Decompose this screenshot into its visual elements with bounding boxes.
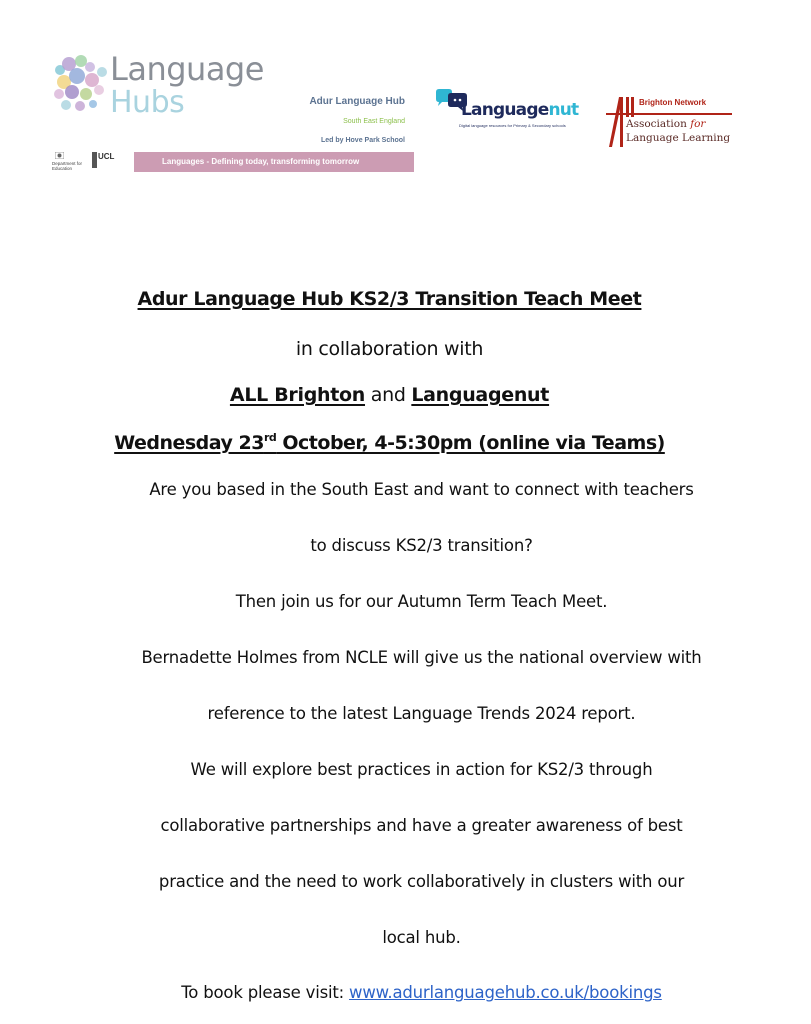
body-line-5: reference to the latest Language Trends 2024 report. [207,704,636,723]
body-line-6: We will explore best practices in action for KS2/3 through [190,760,653,779]
booking-prefix: To book please visit: [181,983,350,1002]
hub-region: South East England [343,118,405,125]
dfe-crest-icon [55,152,64,159]
event-title: Adur Language Hub KS2/3 Transition Teach Meet [137,288,642,310]
dfe-label: Department for Education [52,161,83,171]
all-assoc-pre: Association [626,118,691,130]
language-hubs-logo-word1: Language [110,50,264,88]
all-network-label: Brighton Network [639,98,707,107]
all-assoc-line2: Language Learning [626,132,731,144]
date-sup: rd [263,431,277,444]
partners-line [0,384,795,406]
date-post: October, 4-5:30pm (online via Teams) [276,432,665,454]
body-line-7: collaborative partnerships and have a greater awareness of best [160,816,683,835]
body-line-1: Are you based in the South East and want to connect with teachers [149,480,694,499]
language-hubs-logo-word2: Hubs [110,85,185,120]
all-assoc-for: for [690,118,706,130]
languagenut-logo-word [461,100,578,120]
booking-link[interactable]: www.adurlanguagehub.co.uk/bookings [349,983,662,1002]
body-line-2: to discuss KS2/3 transition? [310,536,533,555]
booking-line [16,983,811,1002]
hub-led-by: Led by Hove Park School [320,137,405,144]
partner-join: and [365,384,412,406]
date-pre: Wednesday 23 [114,432,264,454]
languagenut-word-accent: nut [548,100,579,120]
languagenut-subtitle: Digital language resources for Primary & Secondary schools [459,123,566,128]
body-line-4: Bernadette Holmes from NCLE will give us the national overview with [141,648,702,667]
body-line-3: Then join us for our Autumn Term Teach Meet. [235,592,608,611]
hub-name: Adur Language Hub [309,96,405,107]
ucl-label: UCL [98,152,115,161]
partner-all-brighton: ALL Brighton [229,384,366,406]
partner-languagenut: Languagenut [411,384,550,406]
all-assoc-line1 [626,118,705,130]
body-line-8: practice and the need to work collaboratively in clusters with our [158,872,685,891]
body-line-9: local hub. [382,928,461,947]
event-date [0,431,795,454]
tagline-bar: Languages - Defining today, transforming tomorrow [134,152,414,172]
languagenut-word-main: Language [461,100,549,120]
all-logo-rule [606,113,732,115]
collab-line: in collaboration with [295,338,484,360]
